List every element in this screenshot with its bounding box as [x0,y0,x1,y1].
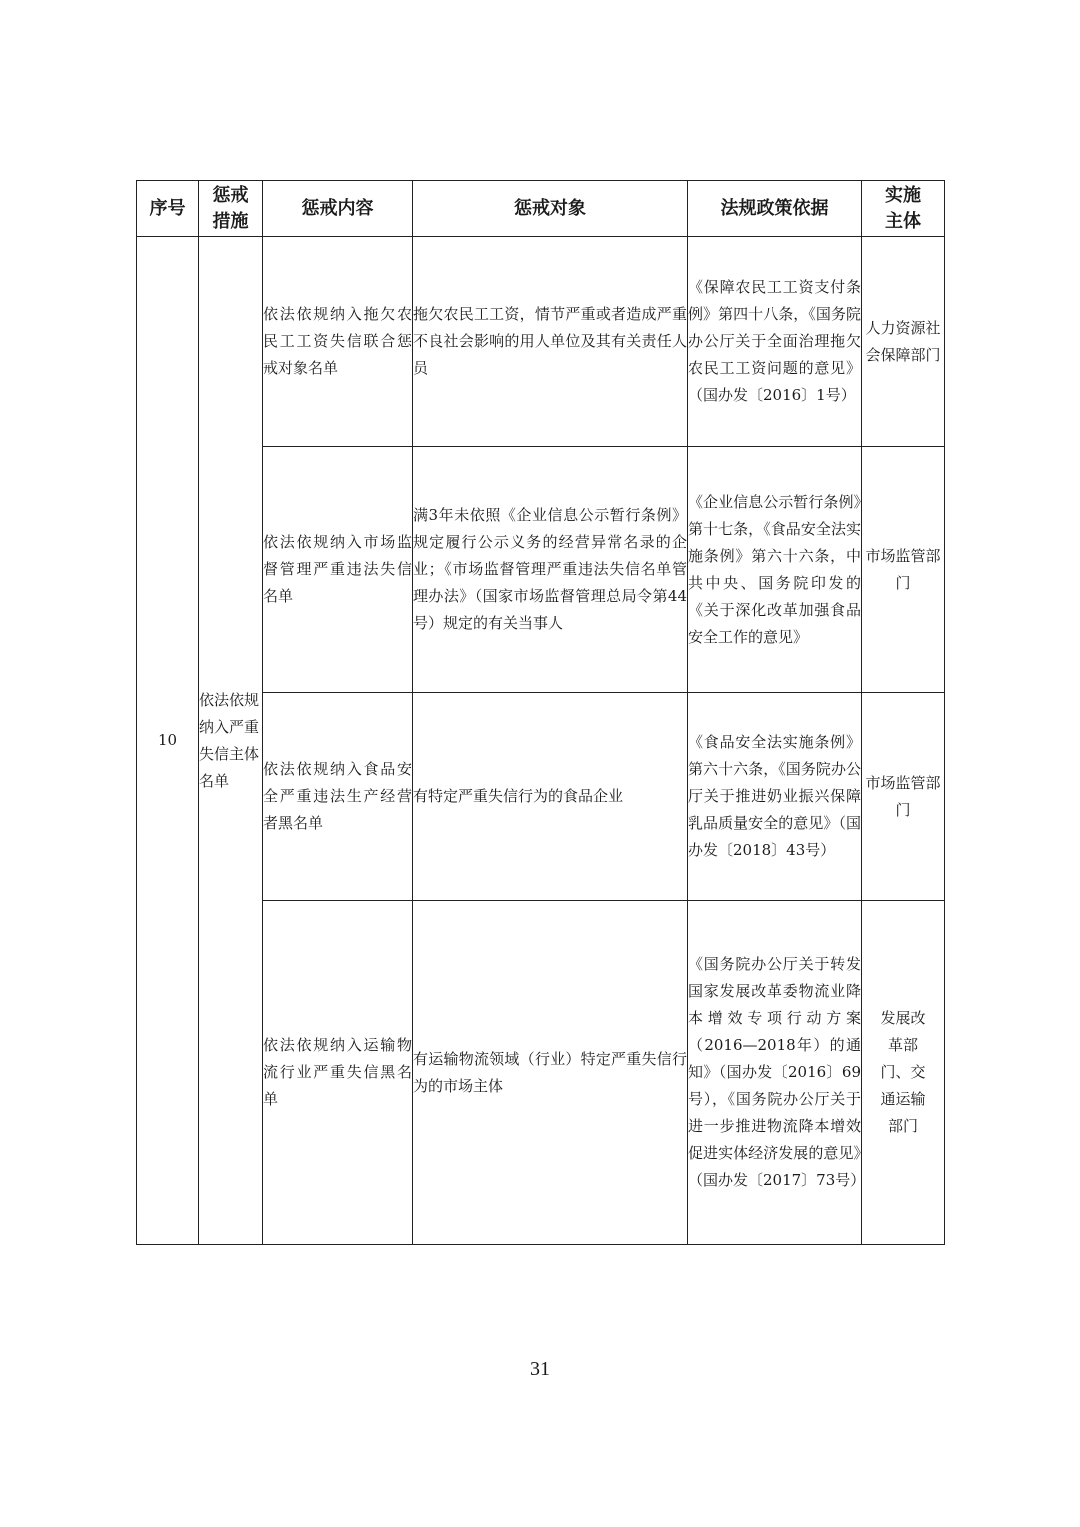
table-row [137,237,945,447]
content-cell: 依法依规纳入食品安全严重违法生产经营者黑名单 [263,693,413,901]
header-seq: 序号 [137,181,199,237]
content-cell: 依法依规纳入运输物流行业严重失信黑名单 [263,901,413,1245]
target-cell: 拖欠农民工工资，情节严重或者造成严重不良社会影响的用人单位及其有关责任人员 [413,237,688,447]
seq-cell: 10 [137,237,199,1245]
target-cell: 有运输物流领域（行业）特定严重失信行为的市场主体 [413,901,688,1245]
basis-cell: 《国务院办公厅关于转发国家发展改革委物流业降本增效专项行动方案（2016—2018年）的通知》（国办发〔2016〕69号），《国务院办公厅关于进一步推进物流降本增效促进实体经济发展的意见》（国办发〔2017〕73号） [688,901,862,1245]
subject-cell: 市场监管部门 [862,693,945,901]
punishment-table [136,180,945,1245]
header-basis: 法规政策依据 [688,181,862,237]
header-target: 惩戒对象 [413,181,688,237]
header-subject-text: 实施主体 [885,184,921,232]
basis-cell: 《保障农民工工资支付条例》第四十八条，《国务院办公厅关于全面治理拖欠农民工工资问题的意见》（国办发〔2016〕1号） [688,237,862,447]
content-cell: 依法依规纳入市场监督管理严重违法失信名单 [263,447,413,693]
basis-cell: 《企业信息公示暂行条例》第十七条，《食品安全法实施条例》第六十六条，中共中央、国务院印发的《关于深化改革加强食品安全工作的意见》 [688,447,862,693]
measure-cell: 依法依规纳入严重失信主体名单 [199,237,263,1245]
header-subject [862,181,945,237]
header-content: 惩戒内容 [263,181,413,237]
subject-cell: 人力资源社会保障部门 [862,237,945,447]
header-row [137,181,945,237]
content-cell: 依法依规纳入拖欠农民工工资失信联合惩戒对象名单 [263,237,413,447]
subject-cell: 发展改革部门、交通运输部门 [862,901,945,1245]
header-measure-text: 惩戒措施 [212,184,249,232]
basis-cell: 《食品安全法实施条例》第六十六条，《国务院办公厅关于推进奶业振兴保障乳品质量安全的意见》（国办发〔2018〕43号） [688,693,862,901]
target-cell: 有特定严重失信行为的食品企业 [413,693,688,901]
subject-cell: 市场监管部门 [862,447,945,693]
page-number: 31 [530,1358,550,1380]
target-cell: 满3年未依照《企业信息公示暂行条例》规定履行公示义务的经营异常名录的企业；《市场监督管理严重违法失信名单管理办法》（国家市场监督管理总局令第44号）规定的有关当事人 [413,447,688,693]
header-measure [199,181,263,237]
